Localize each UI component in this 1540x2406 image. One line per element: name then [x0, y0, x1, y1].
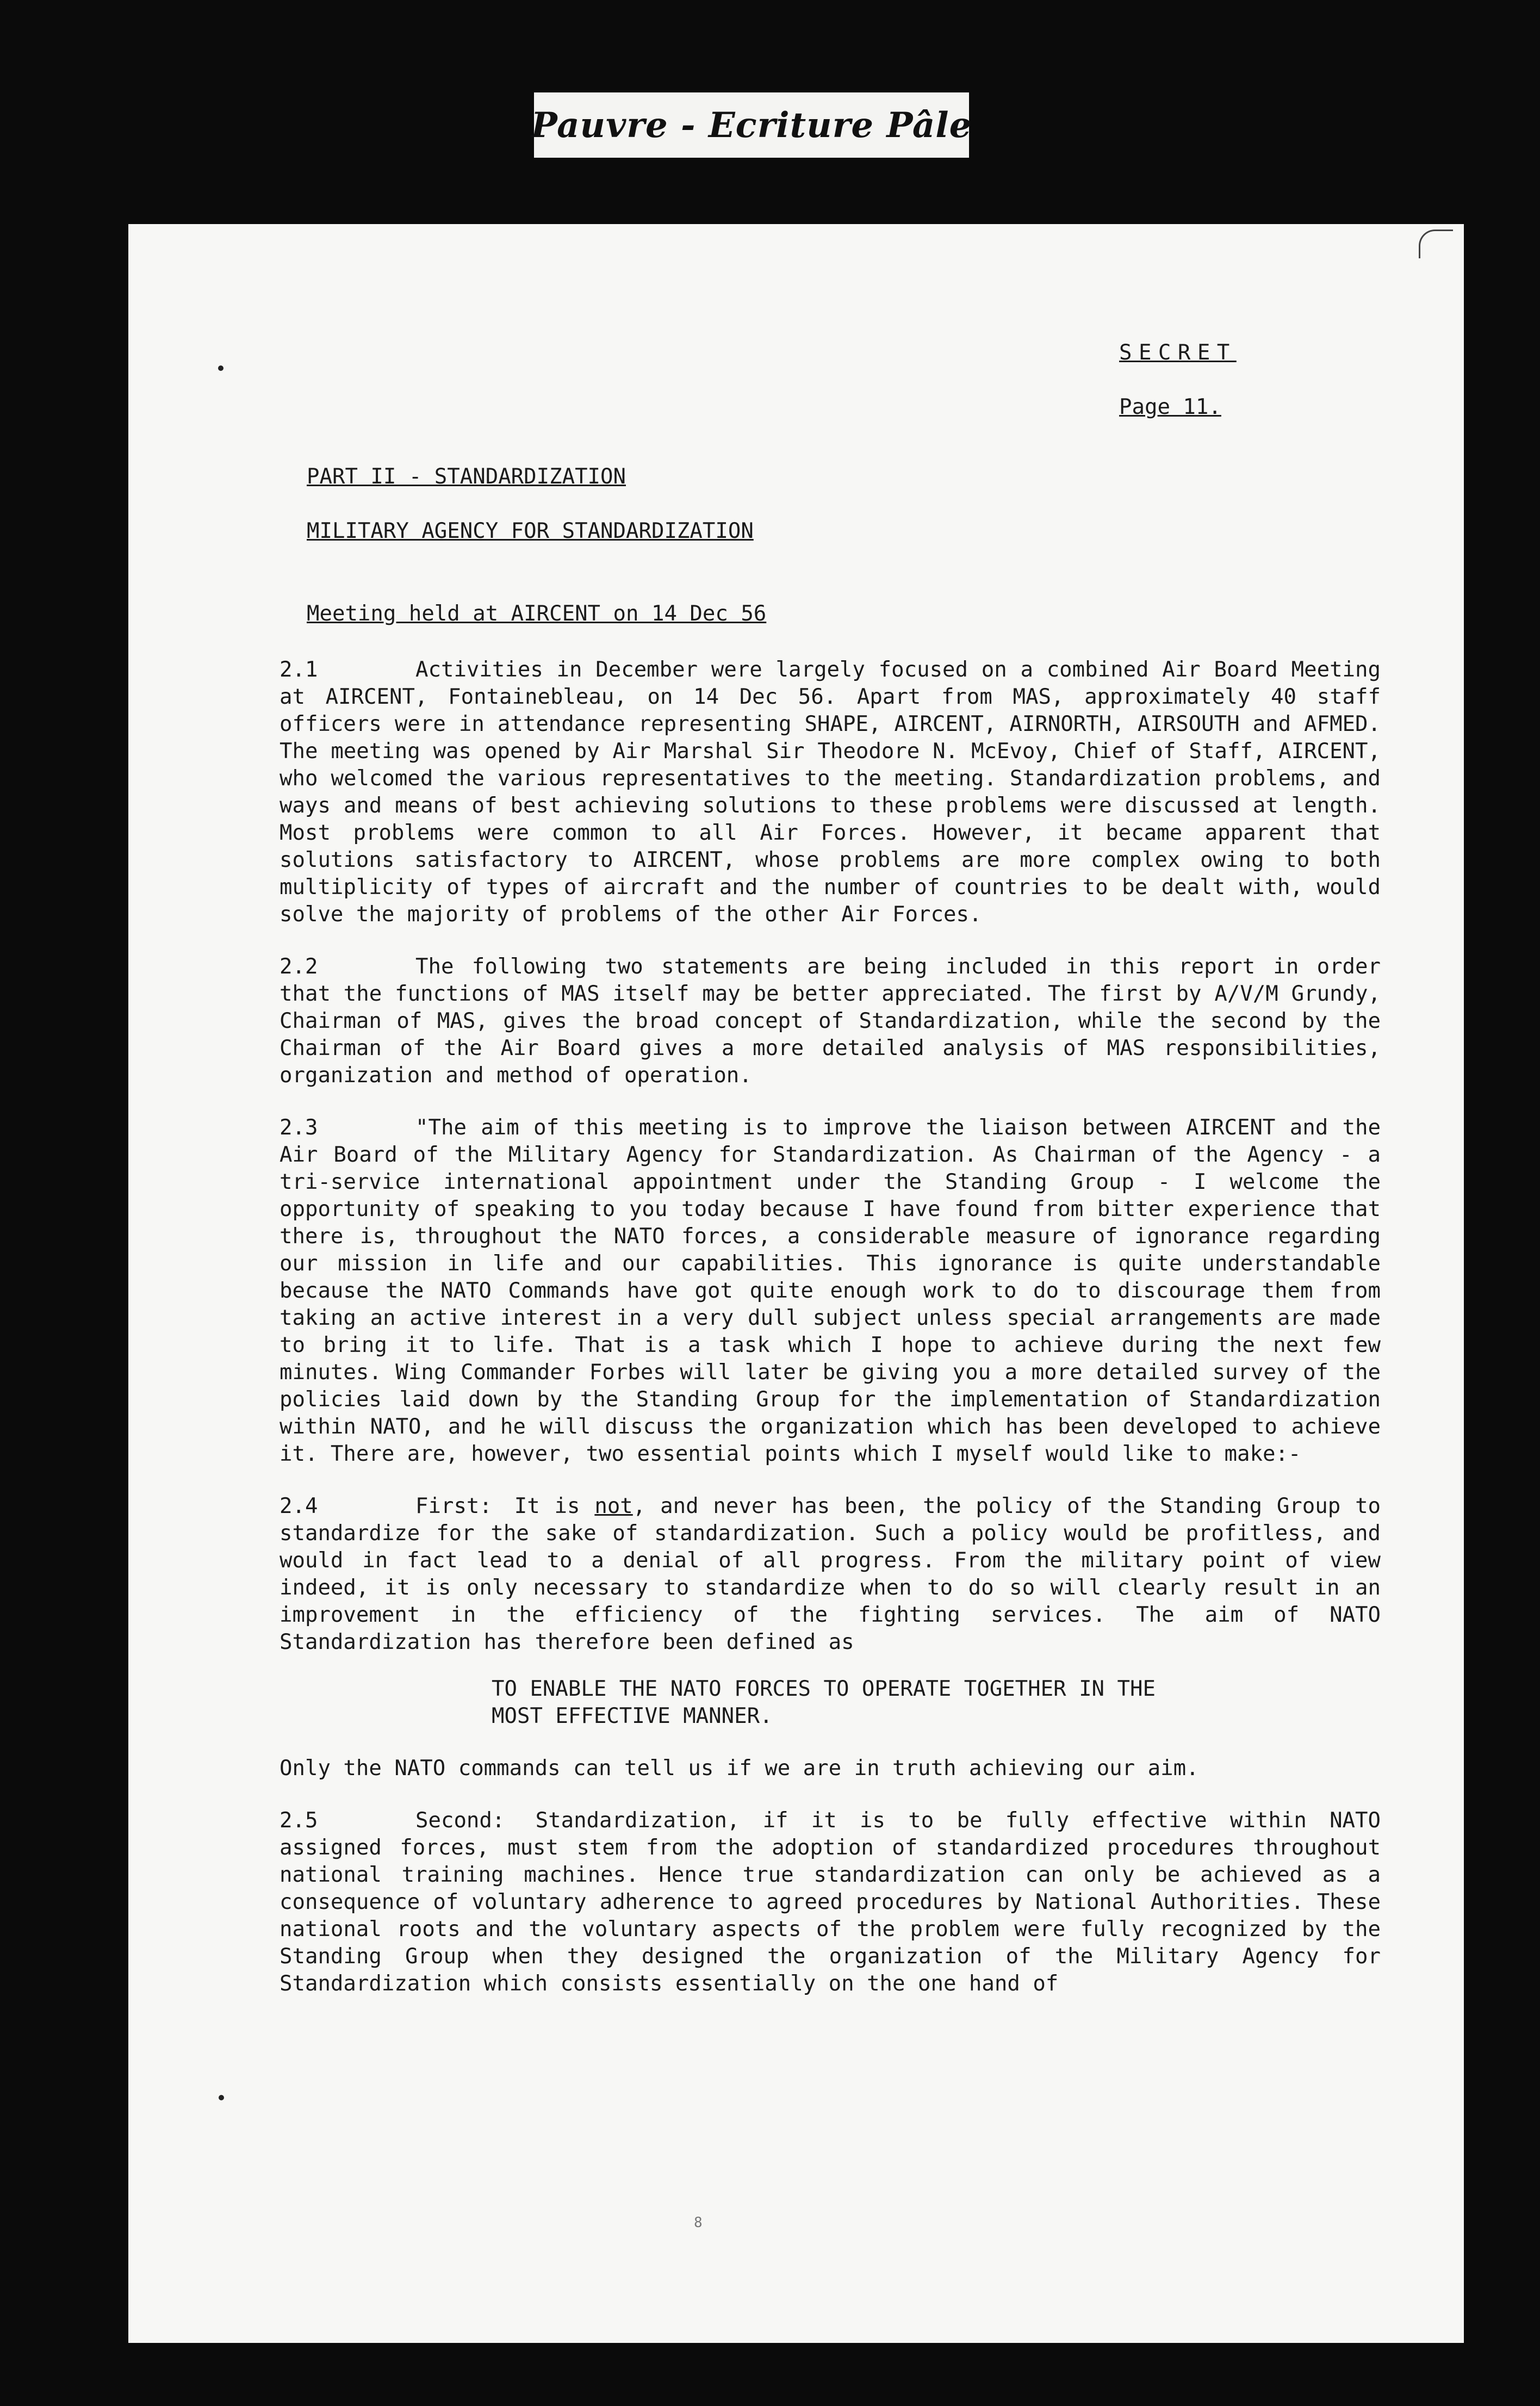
paragraph-2-4 — [280, 1493, 1381, 1656]
paragraph-text: Standardization, if it is to be fully effective within NATO assigned forces, must stem from the adoption of standardized procedures throughout national training machines. Hence true standardization can only be achieved as a consequence of voluntary adherence to agreed procedures by National Authorities. These national roots and the voluntary aspects of the problem were fully recognized by the Standing Group when they designed the organization of the Military Agency for Standardization which consists essentially on the one hand of — [280, 1808, 1381, 1996]
paragraph-2-1 — [280, 656, 1381, 928]
page-number: Page 11. — [1119, 395, 1221, 419]
paragraph-text: The following two statements are being included in this report in order that the functions of MAS itself may be better appreciated. The first by A/V/M Grundy, Chairman of MAS, gives the broad concept of Standardization, while the second by the Chairman of the Air Board gives a more detailed analysis of MAS responsibilities, organization and method of operation. — [280, 954, 1381, 1088]
archive-label — [531, 92, 972, 158]
agency-heading: MILITARY AGENCY FOR STANDARDIZATION — [307, 519, 754, 543]
paragraph-number: 2.5 — [280, 1808, 318, 1833]
paragraph-number: 2.4 — [280, 1494, 318, 1518]
aim-statement: TO ENABLE THE NATO FORCES TO OPERATE TOGETHER IN THE MOST EFFECTIVE MANNER. — [492, 1677, 1156, 1728]
classification-marking: SECRET — [1119, 340, 1237, 365]
paragraph-number: 2.2 — [280, 954, 318, 979]
paragraph-2-5 — [280, 1807, 1381, 1998]
margin-dot — [219, 2095, 224, 2100]
margin-dot — [218, 365, 223, 371]
paragraph-text-start: It is — [514, 1494, 580, 1518]
meeting-heading: Meeting held at AIRCENT on 14 Dec 56 — [307, 601, 767, 626]
paragraph-text-end: , and never has been, the policy of the Standing Group to standardize for the sake of standardization. Such a policy would be profitless, and would in fact lead to a denial of all progress. From the military point of view indeed, it is only necessary to standardize when to do so will clearly result in an improvement in the efficiency of the fighting services. The aim of NATO Standardization has therefore been defined as — [280, 1494, 1381, 1654]
corner-pen-mark — [1419, 230, 1453, 258]
aim-note: Only the NATO commands can tell us if we are in truth achieving our aim. — [280, 1756, 1199, 1781]
document-body — [280, 656, 1381, 2023]
archive-label-text: Pauvre - Ecriture Pâle — [531, 104, 972, 146]
paragraph-2-3 — [280, 1114, 1381, 1468]
paragraph-text: Activities in December were largely focused on a combined Air Board Meeting at AIRCENT, Fontainebleau, on 14 Dec 56. Apart from MAS, approximately 40 staff officers were in attendance representing SHAPE, AIRCENT, AIRNORTH, AIRSOUTH and AFMED. The meeting was opened by Air Marshal Sir Theodore N. McEvoy, Chief of Staff, AIRCENT, who welcomed the various representatives to the meeting. Standardization problems, and ways and means of best achieving solutions to these problems were discussed at length. Most problems were common to all Air Forces. However, it became apparent that solutions satisfactory to AIRCENT, whose problems are more complex owing to both multiplicity of types of aircraft and the number of countries to be dealt with, would solve the majority of problems of the other Air Forces. — [280, 658, 1381, 927]
paragraph-text: "The aim of this meeting is to improve the liaison between AIRCENT and the Air Board of the Military Agency for Standardization. As Chairman of the Agency - a tri-service international appointment under the Standing Group - I welcome the opportunity of speaking to you today because I have found from bitter experience that there is, throughout the NATO forces, a considerable measure of ignorance regarding our mission in life and our capabilities. This ignorance is quite understandable because the NATO Commands have got quite enough work to do to discourage them from taking an active interest in a very dull subject unless special arrangements are made to bring it to life. That is a task which I hope to achieve during the next few minutes. Wing Commander Forbes will later be giving you a more detailed survey of the policies laid down by the Standing Group for the implementation of Standardization within NATO, and he will discuss the organization which has been developed to achieve it. There are, however, two essential points which I myself would like to make:- — [280, 1115, 1381, 1466]
paragraph-number: 2.1 — [280, 658, 318, 682]
part-heading: PART II - STANDARDIZATION — [307, 464, 626, 489]
paragraph-keyword: Second: — [415, 1808, 505, 1833]
footer-mark: 8 — [694, 2215, 703, 2231]
emphasis-underlined: not — [594, 1494, 633, 1518]
document-sheet — [128, 224, 1464, 2343]
paragraph-2-2 — [280, 953, 1381, 1089]
paragraph-keyword: First: — [415, 1494, 492, 1518]
paragraph-number: 2.3 — [280, 1115, 318, 1140]
